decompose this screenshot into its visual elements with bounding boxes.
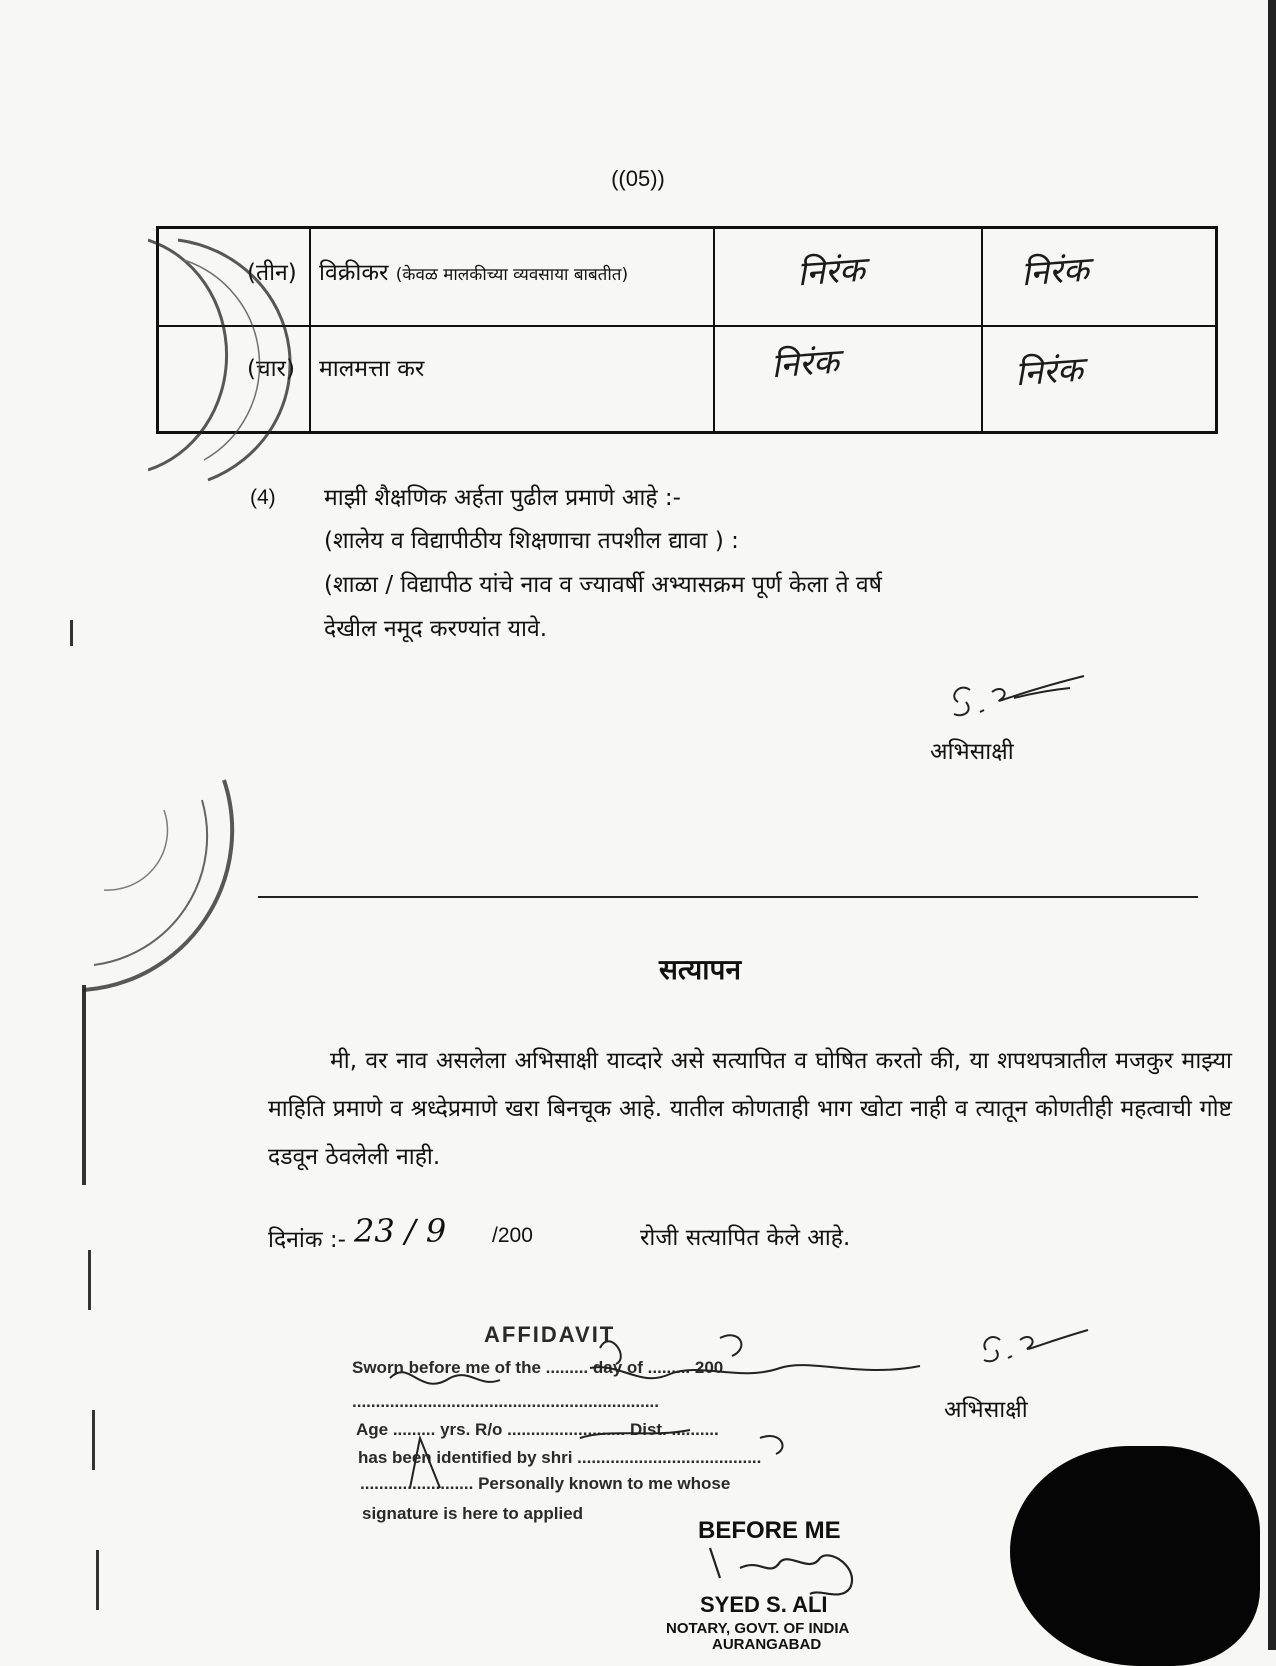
- handwritten-nil: निरंक: [1019, 249, 1091, 295]
- page-number: ((05)): [611, 166, 665, 191]
- affidavit-line: .................................................................: [352, 1392, 660, 1411]
- date-year: /200: [492, 1224, 533, 1247]
- affidavit-line: Sworn before me of the ......... day of ......... 200: [352, 1358, 724, 1377]
- notary-handwriting: [360, 1318, 960, 1508]
- margin-mark: [96, 1550, 99, 1610]
- notary-before-me: BEFORE ME: [698, 1517, 841, 1544]
- notary-seal: [1010, 1446, 1260, 1666]
- education-line: (शालेय व विद्यापीठीय शिक्षणाचा तपशील द्यावा ) :: [324, 528, 739, 554]
- row-label: [319, 255, 628, 287]
- verification-body: [268, 1037, 1232, 1181]
- education-line: माझी शैक्षणिक अर्हता पुढील प्रमाणे आहे :-: [324, 485, 681, 511]
- date-suffix: रोजी सत्यापित केले आहे.: [640, 1225, 851, 1251]
- margin-mark: [88, 1250, 91, 1310]
- notary-city: AURANGABAD: [712, 1636, 822, 1653]
- witness-label: अभिसाक्षी: [944, 1397, 1028, 1423]
- date-label: दिनांक :-: [268, 1227, 346, 1253]
- notary-title: NOTARY, GOVT. OF INDIA: [666, 1620, 850, 1637]
- handwritten-nil: निरंक: [1013, 349, 1085, 395]
- handwritten-nil: निरंक: [769, 341, 841, 387]
- affidavit-line: signature is here to applied: [362, 1504, 584, 1523]
- row-label: [319, 351, 424, 383]
- table-row: [159, 325, 1215, 431]
- row-number: (चार): [247, 356, 295, 382]
- verification-text: मी, वर नाव असलेला अभिसाक्षी याव्दारे असे सत्यापित व घोषित करतो की, या शपथपत्रातील मजकुर माझ्या माहिति प्रमाणे व श्रध्देप्रमाणे खरा बिनचूक आहे. यातील कोणताही भाग खोटा नाही व त्यातून कोणतीही महत्वाची गोष्ट दडवून ठेवलेली नाही.: [268, 1048, 1232, 1170]
- row-label-text: मालमत्ता कर: [319, 356, 425, 382]
- affidavit-line: has been identified by shri .......................................: [358, 1448, 762, 1467]
- affidavit-title: AFFIDAVIT: [484, 1322, 616, 1347]
- notary-name: SYED S. ALI: [700, 1592, 828, 1617]
- margin-mark: [92, 1410, 95, 1470]
- tax-table: [156, 226, 1218, 434]
- education-line: देखील नमूद करण्यांत यावे.: [324, 616, 548, 642]
- row-number: (तीन): [247, 260, 297, 286]
- date-handwritten: 23 / 9: [354, 1212, 447, 1250]
- handwritten-nil: निरंक: [795, 249, 867, 295]
- table-row: [159, 229, 1215, 327]
- witness-signature: [940, 672, 1090, 732]
- affidavit-line: ........................ Personally known to me whose: [360, 1474, 731, 1493]
- affidavit-line: Age ......... yrs. R/o ......................... Dist. ..........: [356, 1420, 719, 1439]
- verification-title: सत्यापन: [659, 953, 741, 986]
- row-label-text: विक्रीकर: [319, 260, 389, 286]
- divider-line: [258, 896, 1198, 898]
- government-seal-top: [148, 230, 298, 490]
- margin-mark: [70, 620, 73, 646]
- section-number: (4): [250, 486, 276, 509]
- row-label-note: (केवळ मालकीच्या व्यवसाया बाबतीत): [395, 265, 629, 285]
- witness-label: अभिसाक्षी: [930, 739, 1014, 765]
- witness-signature: [976, 1326, 1096, 1376]
- education-line: (शाळा / विद्यापीठ यांचे नाव व ज्यावर्षी अभ्यासक्रम पूर्ण केला ते वर्ष: [324, 572, 882, 598]
- page-edge: [1268, 0, 1276, 1650]
